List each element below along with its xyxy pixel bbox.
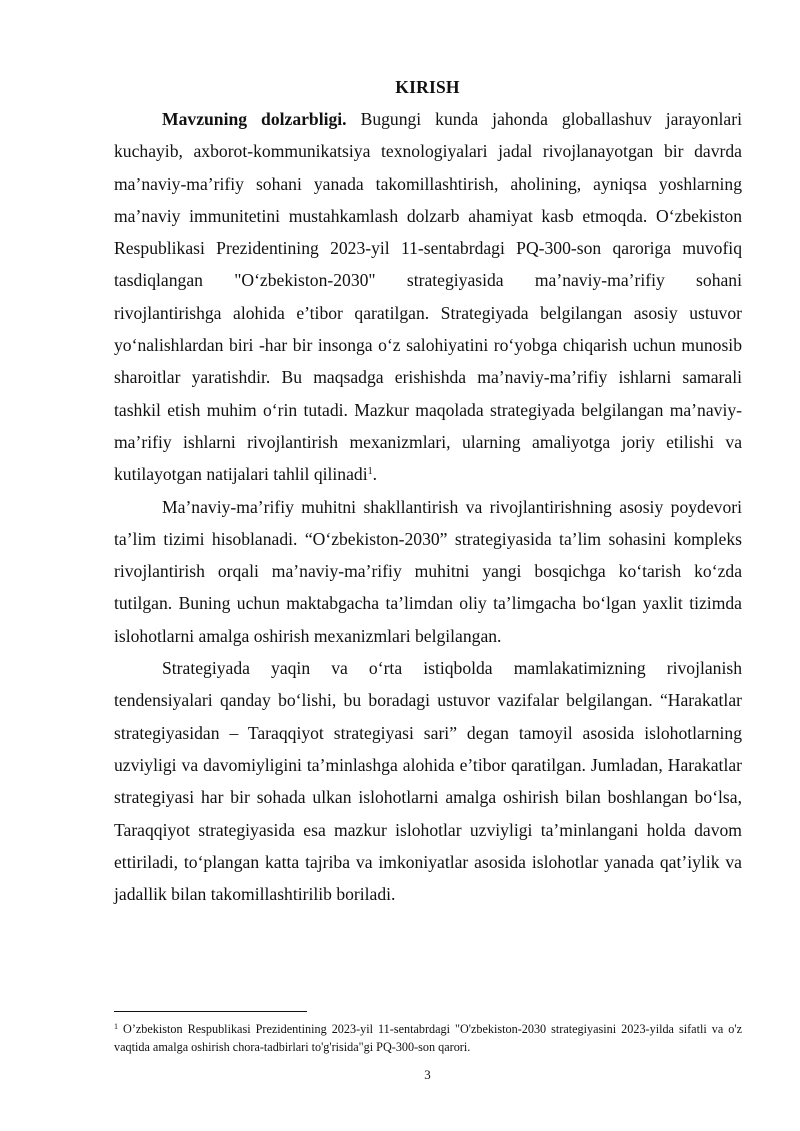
paragraph-1 (114, 103, 742, 491)
page-number: 3 (424, 1067, 431, 1082)
footnote (114, 1020, 742, 1056)
footnote-text: O’zbekiston Respublikasi Prezidentining 2023-yil 11-sentabrdagi "O'zbekiston-2030 strategiyasini 2023-yilda sifatli va o'z vaqtida amalga oshirish chora-tadbirlari to'g'risida"gi PQ-300-son qarori. (114, 1022, 742, 1054)
footnote-divider (114, 1011, 307, 1012)
paragraph-1-end: . (372, 464, 377, 485)
paragraph-lead: Mavzuning dolzarbligi. (162, 109, 347, 129)
section-heading: KIRISH (395, 77, 460, 97)
footnote-marker: 1 (114, 1022, 118, 1031)
paragraph-2: Ma’naviy-ma’rifiy muhitni shakllantirish va rivojlantirishning asosiy poydevori ta’lim tizimi hisoblanadi. “O‘zbekiston-2030” strategiyasida ta’lim sohasini kompleks rivojlantirish orqali ma’naviy-ma’rifiy muhitni yangi bosqichga ko‘tarish ko‘zda tutilgan. Buning uchun maktabgacha ta’limdan oliy ta’limgacha bo‘lgan yaxlit tizimda islohotlarni amalga oshirish mexanizmlari belgilangan. (114, 496, 742, 646)
paragraph-3: Strategiyada yaqin va o‘rta istiqbolda mamlakatimizning rivojlanish tendensiyalari qanday bo‘lishi, bu boradagi ustuvor vazifalar belgilangan. “Harakatlar strategiyasidan – Taraqqiyot strategiyasi sari” degan tamoyil asosida islohotlarning uzviyligi va davomiyligini ta’minlashga alohida e’tibor qaratilgan. Jumladan, Harakatlar strategiyasi har bir sohada ulkan islohotlarni amalga oshirish bilan boshlangan bo‘lsa, Taraqqiyot strategiyasida esa mazkur islohotlar uzviyligi ta’minlangani holda davom ettiriladi, to‘plangan katta tajriba va imkoniyatlar asosida islohotlar yanada qat’iylik va jadallik bilan takomillashtirilib boriladi. (114, 658, 742, 905)
footnote-reference[interactable]: 1 (367, 466, 373, 478)
paragraph-1-text: Bugungi kunda jahonda globallashuv jarayonlari kuchayib, axborot-kommunikatsiya texnologiyalari jadal rivojlanayotgan bir davrda ma’naviy-ma’rifiy sohani yanada takomillashtirish, aholining, ayniqsa yoshlarning ma’naviy immunitetini mustahkamlash dolzarb ahamiyat kasb etmoqda. O‘zbekiston Respublikasi Prezidentining 2023-yil 11-sentabrdagi PQ-300-son qaroriga muvofiq tasdiqlangan "O‘zbekiston-2030" strategiyasida ma’naviy-ma’rifiy sohani rivojlantirishga alohida e’tibor qaratilgan. Strategiyada belgilangan asosiy ustuvor yo‘nalishlardan biri -har bir insonga o‘z salohiyatini ro‘yobga chiqarish uchun munosib sharoitlar yaratishdir. Bu maqsadga erishishda ma’naviy-ma’rifiy ishlarni samarali tashkil etish muhim o‘rin tutadi. Mazkur maqolada strategiyada belgilangan ma’naviy-ma’rifiy ishlarni rivojlantirish mexanizmlari, ularning amaliyotga joriy etilishi va kutilayotgan natijalari tahlil qilinadi (114, 109, 742, 485)
body-text (114, 103, 742, 910)
